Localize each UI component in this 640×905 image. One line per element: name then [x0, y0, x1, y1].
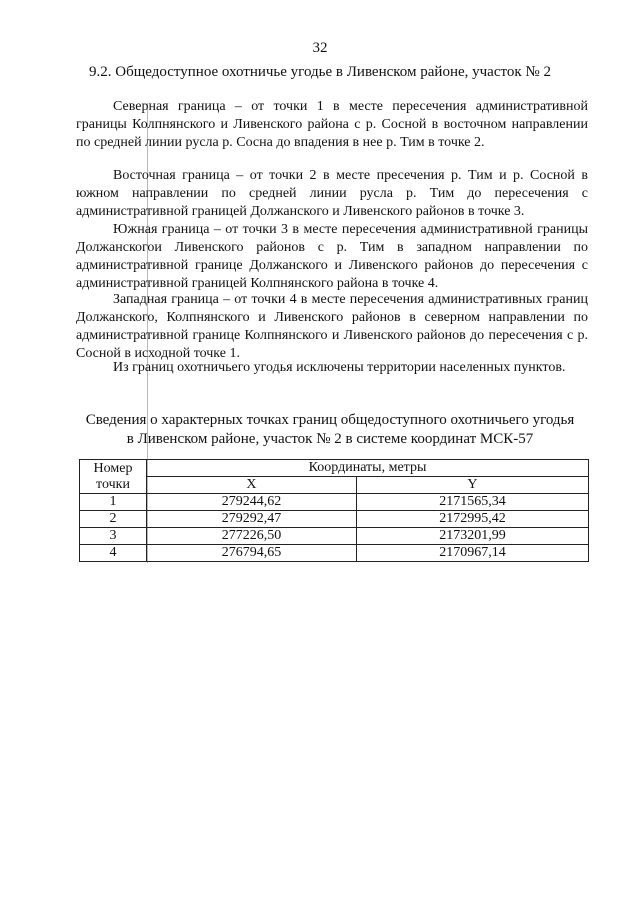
table-header-row — [80, 460, 589, 477]
cell-y: 2173201,99 — [356, 528, 588, 545]
table-title-line-2: в Ливенском районе, участок № 2 в системе координат МСК-57 — [126, 431, 534, 447]
page-number: 32 — [312, 40, 328, 56]
cell-point-number: 1 — [80, 494, 147, 511]
section-heading: 9.2. Общедоступное охотничье угодье в Ливенском районе, участок № 2 — [89, 64, 551, 80]
table-row — [80, 494, 589, 511]
cell-x: 279292,47 — [147, 511, 357, 528]
paragraph-north-border: Северная граница – от точки 1 в месте пересечения административной границы Колпнянского и Ливенского района с р. Сосной в восточном направлении по средней линии русла р. Сосна до впадения в нее р. Тим в точке 2. — [76, 99, 588, 150]
cell-y: 2170967,14 — [356, 545, 588, 562]
table-row — [80, 511, 589, 528]
header-y: Y — [356, 477, 588, 494]
paragraph-east-border: Восточная граница – от точки 2 в месте пресечения р. Тим и р. Сосной в южном направлении по средней линии русла р. Тим до пересечения с административной границей Должанского и Ливенского районов в точке 3. — [76, 168, 588, 219]
cell-y: 2172995,42 — [356, 511, 588, 528]
table-row — [80, 545, 589, 562]
table-subheader-row — [80, 477, 589, 494]
header-point-number — [80, 460, 147, 494]
paragraph-exclusions: Из границ охотничьего угодья исключены территории населенных пунктов. — [113, 360, 566, 375]
header-point-number-line-1: Номер — [93, 460, 133, 476]
cell-x: 276794,65 — [147, 545, 357, 562]
cell-point-number: 2 — [80, 511, 147, 528]
coordinates-table — [79, 459, 589, 562]
cell-x: 279244,62 — [147, 494, 357, 511]
header-coordinates: Координаты, метры — [147, 460, 589, 477]
table-title-line-1: Сведения о характерных точках границ общедоступного охотничьего угодья — [85, 412, 575, 428]
cell-x: 277226,50 — [147, 528, 357, 545]
cell-point-number: 4 — [80, 545, 147, 562]
header-point-number-line-2: точки — [96, 476, 130, 492]
table-row — [80, 528, 589, 545]
scan-artifact-line — [147, 103, 148, 563]
cell-point-number: 3 — [80, 528, 147, 545]
cell-y: 2171565,34 — [356, 494, 588, 511]
header-x: X — [147, 477, 357, 494]
paragraph-west-border: Западная граница – от точки 4 в месте пересечения административных границ Должанского, Колпнянского и Ливенского районов в северном направлении по административной границе Колпнянского и Ливенского районов до пересечения с р. Сосной в исходной точке 1. — [76, 292, 588, 361]
table-title — [60, 411, 600, 449]
paragraph-south-border: Южная граница – от точки 3 в месте пересечения административной границы Должанскогои Ливенского районов с р. Тим в западном направлении по административной границе Должанского и Ливенского районов до пересечения с административной границей Колпнянского района в точке 4. — [76, 222, 588, 291]
